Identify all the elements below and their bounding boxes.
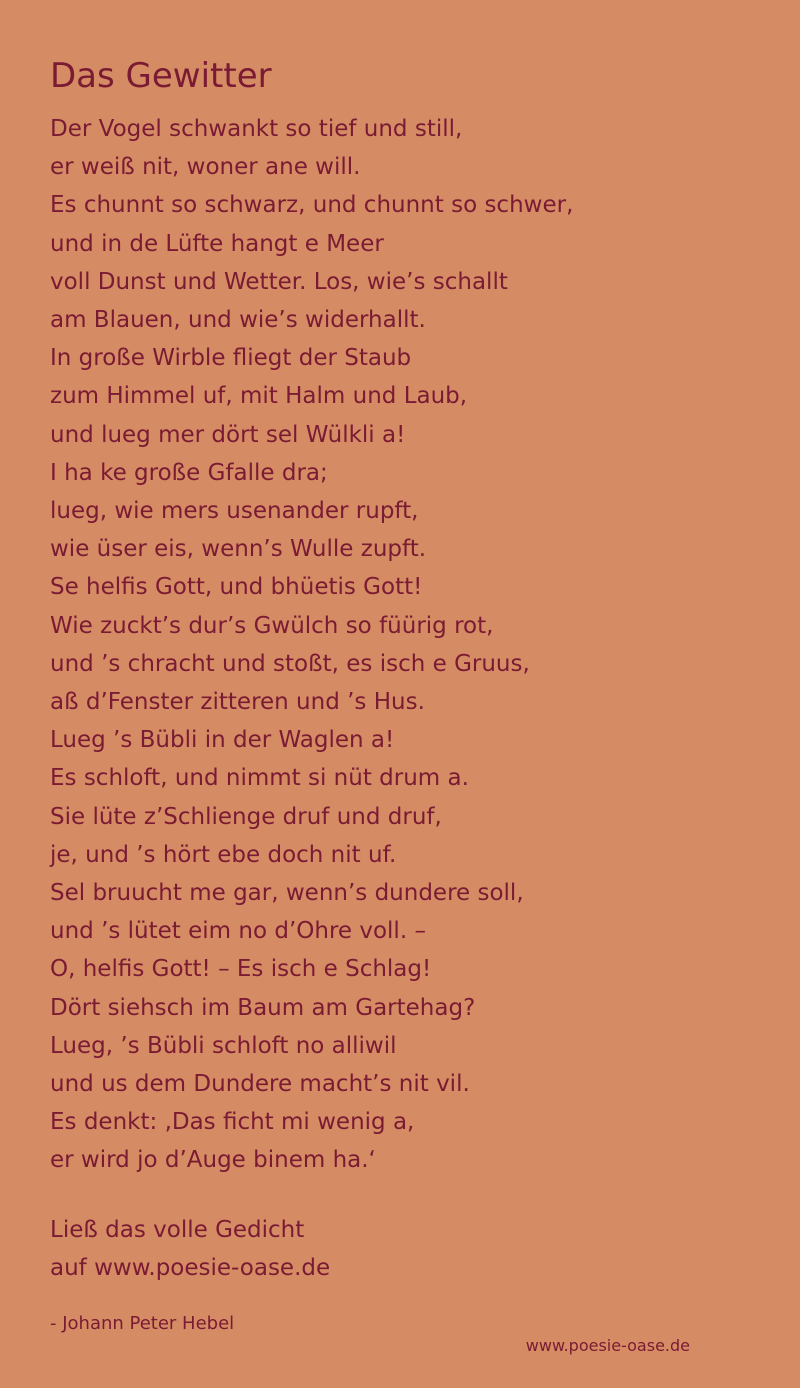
full-poem-note-line: Ließ das volle Gedicht: [50, 1217, 305, 1243]
poem-line: am Blauen, und wie’s widerhallt.: [50, 307, 426, 334]
footer-watermark-url: www.poesie-oase.de: [525, 1336, 690, 1355]
full-poem-note-link: auf www.poesie-oase.de: [50, 1255, 331, 1281]
poem-line: aß d’Fenster zitteren und ’s Hus.: [50, 689, 425, 716]
poem-line: er weiß nit, woner ane will.: [50, 154, 361, 181]
poem-body: [50, 110, 573, 1180]
poem-line: und lueg mer dört sel Wülkli a!: [50, 421, 406, 448]
poem-line: voll Dunst und Wetter. Los, wie’s schallt: [50, 268, 508, 295]
poem-line: Es chunnt so schwarz, und chunnt so schwer,: [50, 192, 574, 219]
full-poem-note: [50, 1211, 330, 1287]
poem-line: lueg, wie mers usenander rupft,: [50, 498, 419, 525]
poem-line: Sel bruucht me gar, wenn’s dundere soll,: [50, 880, 524, 907]
poem-title: Das Gewitter: [50, 56, 272, 96]
poem-line: Sie lüte z’Schlienge druf und druf,: [50, 803, 442, 830]
poem-line: je, und ’s hört ebe doch nit uf.: [50, 841, 397, 868]
poem-line: und in de Lüfte hangt e Meer: [50, 230, 384, 257]
poem-line: und ’s chracht und stoßt, es isch e Gruus,: [50, 650, 530, 677]
poem-line: Lueg, ’s Bübli schloft no alliwil: [50, 1032, 397, 1059]
poem-line: wie üser eis, wenn’s Wulle zupft.: [50, 536, 427, 563]
poem-line: Lueg ’s Bübli in der Waglen a!: [50, 727, 395, 754]
poem-line: und ’s lütet eim no d’Ohre voll. –: [50, 918, 426, 945]
poem-line: Dört siehsch im Baum am Gartehag?: [50, 994, 476, 1021]
poem-line: Es denkt: ‚Das ficht mi wenig a,: [50, 1109, 415, 1136]
poem-line: I ha ke große Gfalle dra;: [50, 459, 328, 486]
poem-line: zum Himmel uf, mit Halm und Laub,: [50, 383, 468, 410]
poem-line: und us dem Dundere macht’s nit vil.: [50, 1071, 470, 1098]
poem-line: In große Wirble fliegt der Staub: [50, 345, 412, 372]
poem-author: - Johann Peter Hebel: [50, 1313, 235, 1334]
poem-line: O, helfis Gott! – Es isch e Schlag!: [50, 956, 432, 983]
poem-line: Se helfis Gott, und bhüetis Gott!: [50, 574, 423, 601]
poem-line: er wird jo d’Auge binem ha.‘: [50, 1147, 376, 1174]
poem-line: Es schloft, und nimmt si nüt drum a.: [50, 765, 469, 792]
poem-line: Wie zuckt’s dur’s Gwülch so füürig rot,: [50, 612, 494, 639]
poem-line: Der Vogel schwankt so tief und still,: [50, 116, 463, 142]
